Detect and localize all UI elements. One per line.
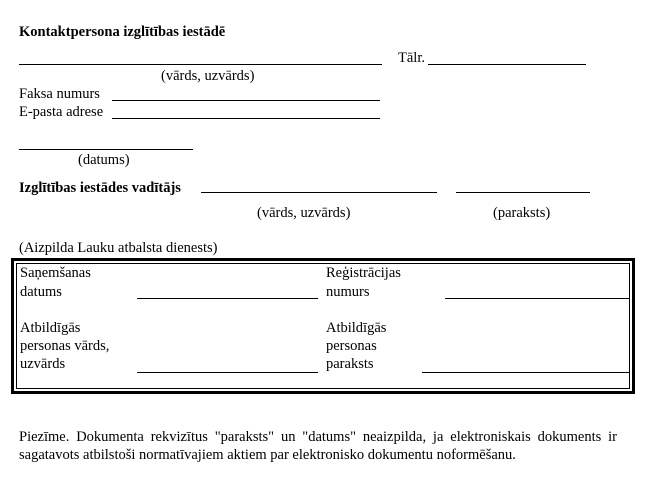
email-label: E-pasta adrese — [19, 104, 104, 120]
fax-label: Faksa numurs — [19, 86, 100, 102]
responsible-label-2: personas vārds, — [20, 338, 110, 354]
head-name-hint: (vārds, uzvārds) — [257, 205, 351, 221]
head-name-line[interactable] — [201, 192, 437, 193]
responsible-name-line[interactable] — [137, 372, 318, 373]
tel-line[interactable] — [428, 64, 586, 65]
contact-name-line[interactable] — [19, 64, 382, 65]
signature-label-3: paraksts — [326, 356, 374, 372]
head-label: Izglītības iestādes vadītājs — [19, 180, 181, 196]
receipt-date-line[interactable] — [137, 298, 318, 299]
contact-name-hint: (vārds, uzvārds) — [161, 68, 255, 84]
footnote: Piezīme. Dokumenta rekvizītus "paraksts" un "datums" neaizpilda, ja elektroniskais dokuments ir sagatavots atbilstoši normatīvajiem aktiem par elektronisko dokumentu noformēšanu. — [19, 429, 617, 463]
email-line[interactable] — [112, 118, 380, 119]
date-line[interactable] — [19, 149, 193, 150]
receipt-label-1: Saņemšanas — [20, 265, 91, 281]
registration-label-2: numurs — [326, 284, 370, 300]
registration-number-line[interactable] — [445, 298, 629, 299]
head-signature-hint: (paraksts) — [493, 205, 551, 221]
receipt-label-2: datums — [20, 284, 62, 300]
fax-line[interactable] — [112, 100, 380, 101]
head-signature-line[interactable] — [456, 192, 590, 193]
office-box-inner — [16, 263, 630, 389]
responsible-label-3: uzvārds — [20, 356, 66, 372]
responsible-label-1: Atbildīgās — [20, 320, 81, 336]
signature-label-1: Atbildīgās — [326, 320, 387, 336]
office-caption: (Aizpilda Lauku atbalsta dienests) — [19, 240, 218, 256]
contact-heading: Kontaktpersona izglītības iestādē — [19, 24, 226, 40]
responsible-signature-line[interactable] — [422, 372, 629, 373]
date-hint: (datums) — [78, 152, 130, 168]
registration-label-1: Reģistrācijas — [326, 265, 401, 281]
tel-label: Tālr. — [398, 50, 425, 66]
signature-label-2: personas — [326, 338, 377, 354]
